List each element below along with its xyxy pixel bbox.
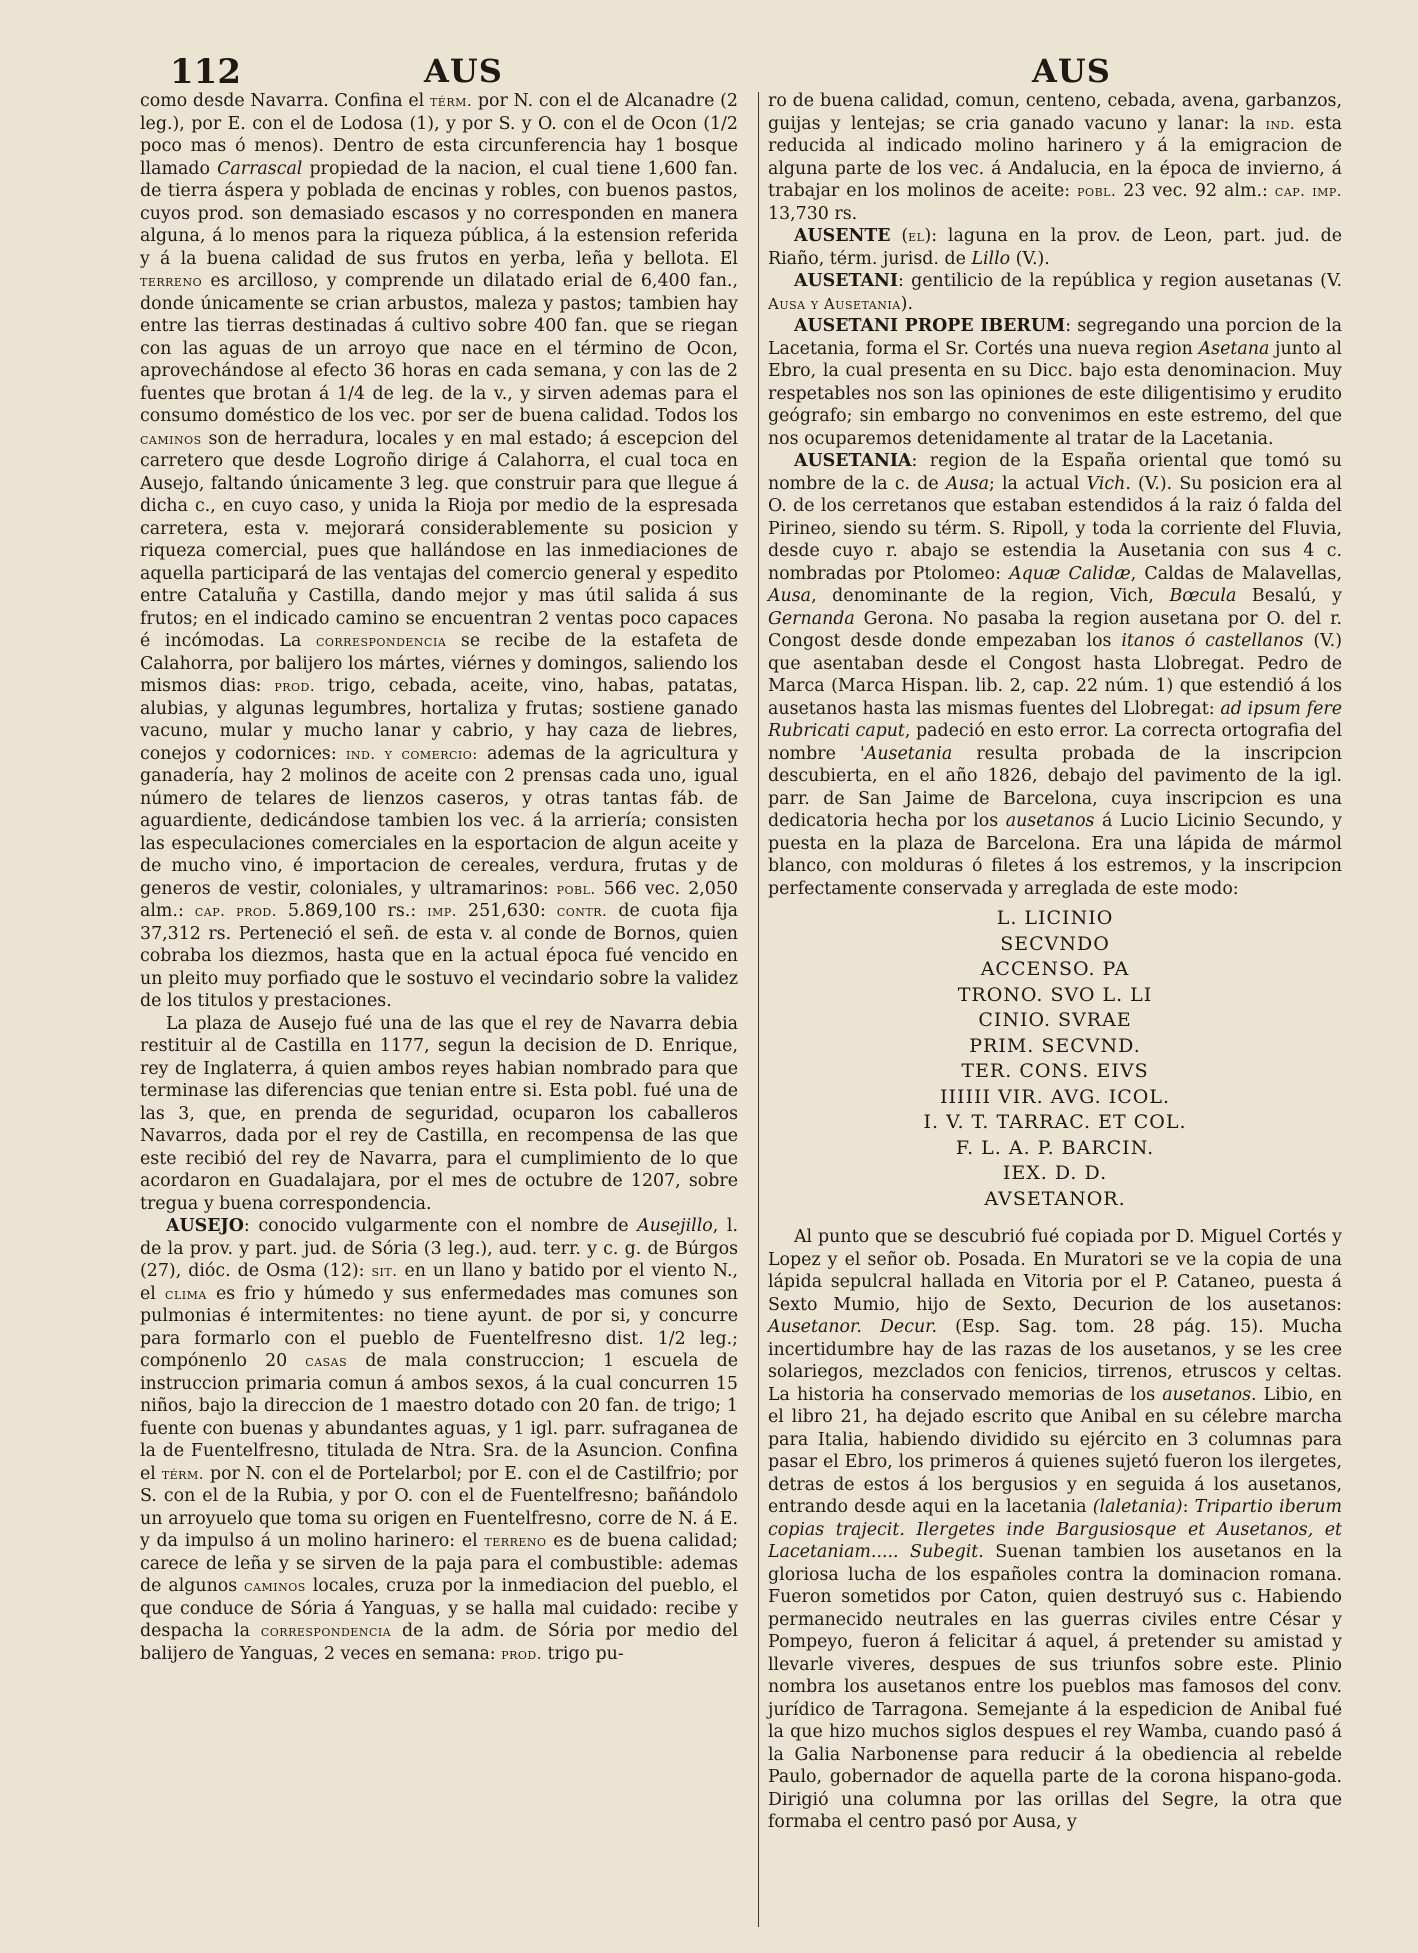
inscription-line: AVSETANOR.: [984, 1187, 1126, 1210]
ausetania-history-paragraph: Al punto que se descubrió fué copiada por D. Miguel Cortés y Lopez y el señor ob. Posada. En Muratori se ve la copia de una lápida sepulcral hallada en Vitoria por el P. Cataneo, puesta á Sexto Mumio, hijo de Sexto, Decurion de los ausetanos: Ausetanor. Decur. (Esp. Sag. tom. 28 pág. 15). Mucha incertidumbre hay de las razas de los ausetanos, y se les cree solariegos, mezclados con fenicios, tirrenos, etruscos y celtas. La historia ha conservado memorias de los ausetanos. Libio, en el libro 21, ha dejado escrito que Anibal en su célebre marcha para Italia, habiendo dividido su ejército en 3 columnas para pasar el Ebro, los primeros á quienes sujetó fueron los ilergetes, detras de estos á los bergusios y en seguida á los ausetanos, entrando desde aqui en la lacetania (laletania): Tripartio iberum copias trajecit. Ilergetes inde Bargusiosque et Ausetanos, et Lacetaniam..... Subegit. Suenan tambien los ausetanos en la gloriosa lucha de los españoles contra la dominacion romana. Fueron sometidos por Caton, quien destruyó sus c. Habiendo permanecido neutrales en las guerras civiles entre César y Pompeyo, fueron á felicitar á aquel, á pretender su amistad y llevarle viveres, despues de sus triunfos sobre este. Plinio nombra los ausetanos entre los pueblos mas famosos del conv. jurídico de Tarragona. Semejante á la espedicion de Anibal fué la que hizo muchos siglos despues el rey Wamba, cuando pasó á la Galia Narbonense para reducir á la obediencia al rebelde Paulo, gobernador de aquella parte de la corona hispano-goda. Dirigió una columna por las orillas del Segre, la otra que formaba el centro pasó por Ausa, y: [768, 1227, 1343, 1832]
entry-continuation-ausejo: como desde Navarra. Confina el térm. por N. con el de Alcanadre (2 leg.), por E. con el de Lodosa (1), y por S. y O. con el de Ocon (1/2 poco mas ó menos). Dentro de esta circunferencia hay 1 bosque llamado Carrascal propiedad de la nacion, el cual tiene 1,600 fan. de tierra áspera y poblada de encinas y robles, con buenos pastos, cuyos prod. son demasiado escasos y no corresponden en manera alguna, á lo menos para la riqueza pública, á la estension referida y á la buena calidad de sus frutos en yerba, leña y bellota. El terreno es arcilloso, y comprende un dilatado erial de 6,400 fan., donde únicamente se crian arbustos, maleza y pastos; tambien hay entre las tierras destinadas á cultivo sobre 400 fan. que se riegan con las aguas de un arroyo que nace en el término de Ocon, aprovechándose al efecto 36 horas en cada semana, y con las de 2 fuentes que brotan á 1/4 de leg. de la v., y sirven ademas para el consumo doméstico de los vec. por ser de buena calidad. Todos los caminos son de herradura, locales y en mal estado; á escepcion del carretero que desde Logroño dirige á Calahorra, el cual toca en Ausejo, faltando únicamente 3 leg. que construir para que llegue á dicha c., en cuyo caso, y unida la Rioja por medio de la espresada carretera, esta v. mejorará considerablemente su posicion y riqueza comercial, pues que hallándose en las inmediaciones de aquella participará de las ventajas del comercio general y espedito entre Cataluña y Castilla, dando mejor y mas útil salida á sus frutos; en el indicado camino se encuentran 2 ventas poco capaces é incómodas. La correspondencia se recibe de la estafeta de Calahorra, por balijero los mártes, viérnes y domingos, saliendo los mismos dias: prod. trigo, cebada, aceite, vino, habas, patatas, alubias, y algunas legumbres, hortaliza y frutas; sostiene ganado vacuno, mular y mucho lanar y cabrio, y hay caza de liebres, conejos y codornices: ind. y comercio: ademas de la agricultura y ganadería, hay 2 molinos de aceite con 2 prensas cada uno, igual número de telares de lienzos caseros, y otras tantas fáb. de aguardiente, dedicándose tambien los vec. á la arriería; consisten las especulaciones comerciales en la esportacion de algun aceite y de mucho vino, é importacion de cereales, verdura, frutas y de generos de vestir, coloniales, y ultramarinos: pobl. 566 vec. 2,050 alm.: cap. prod. 5.869,100 rs.: imp. 251,630: contr. de cuota fija 37,312 rs. Perteneció el señ. de esta v. al conde de Bornos, quien cobraba los diezmos, hasta que en la actual época fué vencido en un pleito muy porfiado que le sostuvo el vecindario sobre la validez de los titulos y prestaciones.: [140, 91, 739, 1011]
page-number: 112: [170, 52, 241, 92]
inscription-line: SECVNDO: [1000, 932, 1110, 955]
column-divider: [758, 92, 759, 1927]
inscription-line: I. V. T. TARRAC. ET COL.: [923, 1111, 1187, 1133]
left-column: [140, 90, 738, 1665]
entry-ausejo-soria: AUSEJO: conocido vulgarmente con el nombre de Ausejillo, l. de la prov. y part. jud. de Sória (3 leg.), aud. terr. y c. g. de Búrgos (27), dióc. de Osma (12): sit. en un llano y batido por el viento N., el clima es frio y húmedo y sus enfermedades mas comunes son pulmonias é intermitentes: no tiene ayunt. de por si, y concurre para formarlo con el pueblo de Fuentelfresno dist. 1/2 leg.; compónenlo 20 casas de mala construccion; 1 escuela de instruccion primaria comun á ambos sexos, á la cual concurren 15 niños, bajo la direccion de 1 maestro dotado con 20 fan. de trigo; 1 fuente con buenas y abundantes aguas, y 1 igl. parr. sufraganea de la de Fuentelfresno, titulada de Ntra. Sra. de la Asuncion. Confina el térm. por N. con el de Portelarbol; por E. con el de Castilfrio; por S. con el de la Rubia, y por O. con el de Fuentelfresno; bañándolo un arroyuelo que toma su origen en Fuentelfresno, corre de N. á E. y da impulso á un molino harinero: el terreno es de buena calidad; carece de leña y se sirven de la paja para el combustible: ademas de algunos caminos locales, cruza por la inmediacion del pueblo, el que conduce de Sória á Yanguas, y se halla mal cuidado: recibe y despacha la correspondencia de la adm. de Sória por medio del balijero de Yanguas, 2 veces en semana: prod. trigo pu-: [140, 1216, 739, 1664]
entry-ausetani-prope-iberum: AUSETANI PROPE IBERUM: segregando una porcion de la Lacetania, forma el Sr. Cortés una nueva region Asetana junto al Ebro, la cual presenta en su Dicc. bajo esta denominacion. Muy respetables nos son las opiniones de este diligentisimo y erudito geógrafo; sin embargo no convenimos en este estremo, del que nos ocuparemos detenidamente al tratar de la Lacetania.: [768, 316, 1342, 449]
history-paragraph-ausejo: La plaza de Ausejo fué una de las que el rey de Navarra debia restituir al de Castilla en 1177, segun la decision de D. Enrique, rey de Inglaterra, á quien ambos reyes habian nombrado para que terminase las diferencias que tenian entre si. Esta pobl. fué una de las 3, que, en prenda de seguridad, ocuparon los caballeros Navarros, dada por el rey de Castilla, en recompensa de las que este recibió del rey de Navarra, para el cumplimiento de lo que acordaron en Guadalajara, por el mes de octubre de 1207, sobre tregua y buena correspondencia.: [140, 1013, 738, 1214]
inscription-line: TER. CONS. EIVS: [961, 1060, 1149, 1082]
left-running-head: AUS: [424, 52, 503, 90]
entry-ausente: AUSENTE (el): laguna en la prov. de Leon, part. jud. de Riaño, térm. jurisd. de Lillo (V.).: [768, 226, 1342, 269]
inscription-line: CINIO. SVRAE: [978, 1009, 1132, 1031]
entry-continuation-ausejo-soria: ro de buena calidad, comun, centeno, cebada, avena, garbanzos, guijas y lentejas; se cria ganado vacuno y lanar: la ind. esta reducida al indicado molino harinero y á la emigracion de alguna parte de los vec. á Andalucia, en la época de invierno, á trabajar en los molinos de aceite: pobl. 23 vec. 92 alm.: cap. imp. 13,730 rs.: [768, 91, 1342, 224]
latin-inscription: [768, 906, 1342, 1212]
inscription-line: TRONO. SVO L. LI: [957, 983, 1153, 1006]
headword: AUSETANI PROPE IBERUM: [794, 316, 1066, 336]
inscription-line: IEX. D. D.: [1002, 1162, 1108, 1184]
inscription-line: F. L. A. P. BARCIN.: [955, 1136, 1155, 1159]
entry-ausetani: AUSETANI: gentilicio de la república y region ausetanas (V. Ausa y Ausetania).: [768, 271, 1342, 314]
right-column: [768, 90, 1342, 1834]
headword: AUSENTE: [794, 226, 891, 246]
right-running-head: AUS: [1032, 52, 1111, 90]
entry-ausetania: AUSETANIA: region de la España oriental que tomó su nombre de la c. de Ausa; la actual Vich. (V.). Su posicion era al O. de los cerretanos que estaban estendidos á la raiz ó falda del Pirineo, siendo su térm. S. Ripoll, y toda la corriente del Fluvia, desde cuyo r. abajo se estendia la Ausetania con sus 4 c. nombradas por Ptolomeo: Aquæ Calidæ, Caldas de Malavellas, Ausa, denominante de la region, Vich, Bœcula Besalú, y Gernanda Gerona. No pasaba la region ausetana por O. del r. Congost desde donde empezaban los itanos ó castellanos (V.) que asentaban desde el Congost hasta Llobregat. Pedro de Marca (Marca Hispan. lib. 2, cap. 22 núm. 1) que estendió á los ausetanos hasta las mismas fuentes del Llobregat: ad ipsum fere Rubricati caput, padeció en esto error. La correcta ortografia del nombre 'Ausetania resulta probada de la inscripcion descubierta, en el año 1826, debajo del pavimento de la igl. parr. de San Jaime de Barcelona, cuya inscripcion es una dedicatoria hecha por los ausetanos á Lucio Licinio Secundo, y puesta en la plaza de Barcelona. Era una lápida de mármol blanco, con molduras ó filetes á los estremos, y la inscripcion perfectamente conservada y arreglada de este modo:: [768, 451, 1343, 899]
headword: AUSEJO: [166, 1216, 244, 1236]
inscription-line: ACCENSO. PA: [980, 958, 1130, 980]
inscription-line: L. LICINIO: [996, 907, 1114, 929]
inscription-line: IIIIII VIR. AVG. ICOL.: [939, 1085, 1171, 1108]
headword: AUSETANIA: [794, 451, 912, 471]
inscription-line: PRIM. SECVND.: [969, 1034, 1141, 1057]
headword: AUSETANI: [794, 271, 898, 291]
